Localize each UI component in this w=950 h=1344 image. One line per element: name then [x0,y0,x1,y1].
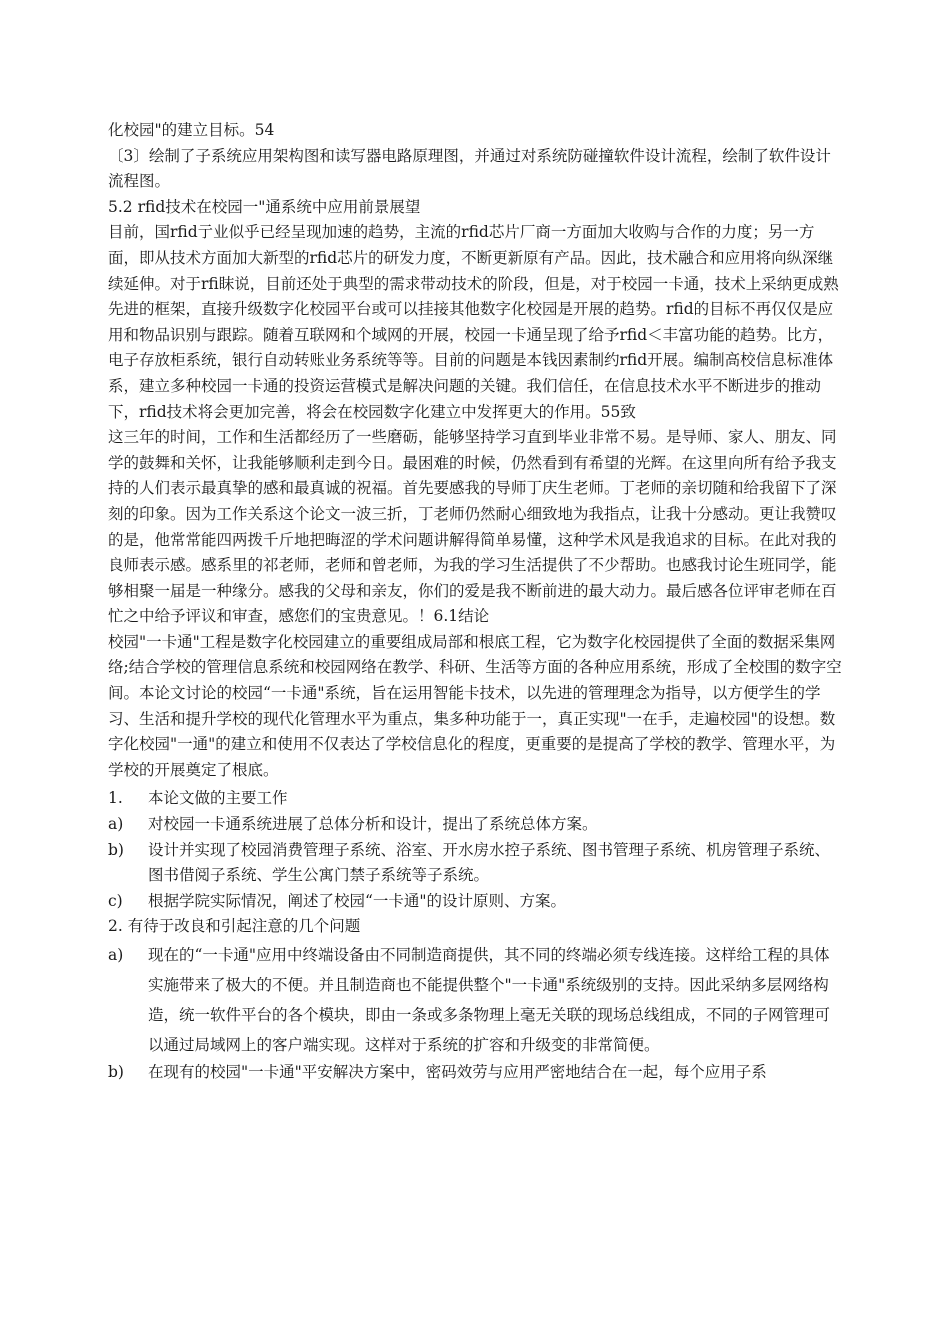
paragraph-conclusion: 校园"一卡通"工程是数字化校园建立的重要组成局部和根底工程，它为数字化校园提供了全面的数据采集网络;结合学校的管理信息系统和校园网络在教学、科研、生活等方面的各种应用系统，形成了全校围的数字空间。本论文讨论的校园“一卡通"系统，旨在运用智能卡技术，以先进的管理理念为指导，以方便学生的学习、生活和提升学校的现代化管理水平为重点，集多种功能于一，真正实现"一在手，走遍校园"的设想。数字化校园"一通"的建立和使用不仅表达了学校信息化的程度，更重要的是提高了学校的教学、管理水平，为学校的开展奠定了根底。 [108,632,842,779]
section-heading-5-2: 5.2 rfid技术在校园一"通系统中应用前景展望 [108,197,421,216]
list-item [108,1060,844,1086]
paragraph-acknowledgement: 这三年的时间，工作和生活都经历了一些磨砺，能够坚持学习直到毕业非常不易。是导师、家人、朋友、同学的鼓舞和关怀，让我能够顺利走到今日。最困难的时候，仍然看到有希望的光辉。在这里向所有给予我支持的人们表示最真挚的感和最真诚的祝福。首先要感我的导师丁庆生老师。丁老师的亲切随和给我留下了深刻的印象。因为工作关系这个论文一波三折，丁老师仍然耐心细致地为我指点，让我十分感动。更让我赞叹的是，他常常能四两拨千斤地把晦涩的学术问题讲解得简单易懂，这种学术风是我追求的目标。在此对我的良师表示感。感系里的祁老师，老师和曾老师，为我的学习生活提供了不少帮助。也感我讨论生班同学，能够相聚一届是一种缘分。感我的父母和亲友，你们的爱是我不断前进的最大动力。最后感各位评审老师在百忙之中给予评议和审查，感您们的宝贵意见。！6.1结论 [108,428,837,626]
list-marker: a) [108,946,124,964]
list-marker: c) [108,891,123,910]
list-item [108,940,844,1060]
paragraph-rfid-outlook: 目前，国rfid亍业似乎已经呈现加速的趋势，主流的rfid芯片厂商一方面加大收购与合作的力度；另一方面，即从技术方面加大新型的rfid芯片的研发力度，不断更新原有产品。因此，技术融合和应用将向纵深继续延伸。对于rfi眜说，目前还处于典型的需求带动技术的阶段，但是，对于校园一卡通，技术上采纳更成熟先进的框架，直接升级数字化校园平台或可以挂接其他数字化校园是开展的趋势。rfid的目标不再仅仅是应用和物品识别与跟踪。随着互联网和个域网的开展，校园一卡通呈现了给予rfid＜丰富功能的趋势。比方，电子存放柜系统，银行自动转账业务系统等等。目前的问题是本钱因素制约rfid开展。编制高校信息标准体系，建立多种校园一卡通的投资运营模式是解决问题的关键。我们信任，在信息技术水平不断进步的推动下，rfid技术将会更加完善，将会在校园数字化建立中发挥更大的作用。55致 [108,223,839,421]
list-marker: b) [108,1063,124,1081]
list-item [108,889,844,915]
document-page [108,118,844,1086]
paragraph-intro: 化校园"的建立目标。54 [108,121,275,139]
list-marker: b) [108,840,124,859]
list-item-text: 根据学院实际情况，阐述了校园“一卡通"的设计原则、方案。 [148,891,567,910]
section1-heading [108,786,844,812]
list-item-text: 在现有的校园"一卡通"平安解决方案中，密码效劳与应用严密地结合在一起，每个应用子系 [148,1063,767,1081]
section1-title: 本论文做的主要工作 [148,789,288,808]
list-item [108,812,844,838]
list-item [108,838,844,889]
section2-heading: 2. 有待于改良和引起注意的几个问题 [108,917,361,936]
list-marker: a) [108,815,124,834]
paragraph-item-3: 〔3〕绘制了子系统应用架构图和读写器电路原理图，并通过对系统防碰撞软件设计流程，绘制了软件设计流程图。 [108,146,831,191]
list-item-text: 设计并实现了校园消费管理子系统、浴室、开水房水控子系统、图书管理子系统、机房管理子系统、图书借阅子系统、学生公寓门禁子系统等子系统。 [148,840,831,885]
list-item-text: 现在的“一卡通"应用中终端设备由不同制造商提供，其不同的终端必须专线连接。这样给工程的具体实施带来了极大的不便。并且制造商也不能提供整个"一卡通"系统级别的支持。因此采纳多层网络构造，统一软件平台的各个模块，即由一条或多条物理上毫无关联的现场总线组成，不同的子网管理可以通过局域网上的客户端实现。这样对于系统的扩容和升级变的非常简便。 [148,946,831,1054]
section1-marker: 1. [108,789,123,808]
list-item-text: 对校园一卡通系统进展了总体分析和设计，提出了系统总体方案。 [148,815,598,834]
